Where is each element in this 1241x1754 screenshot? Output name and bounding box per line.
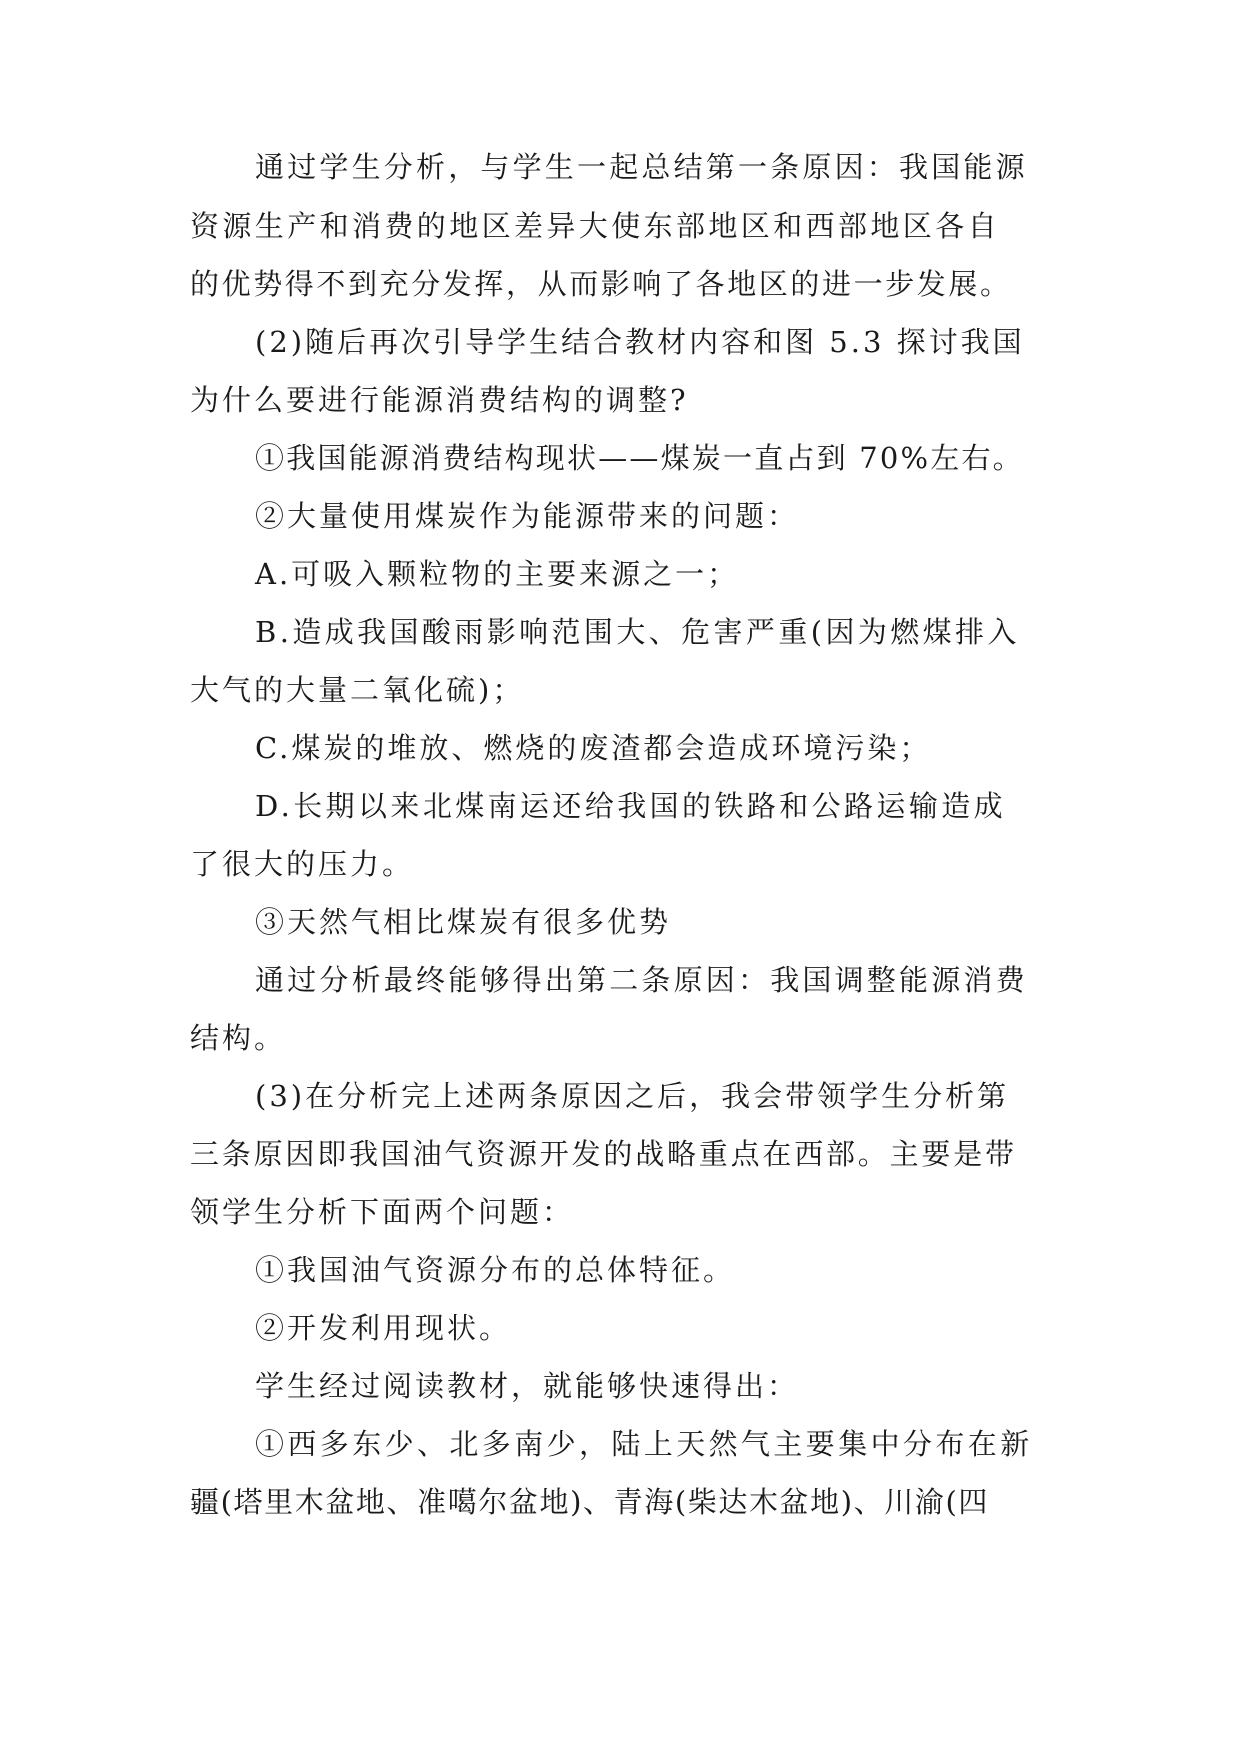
paragraph-line: ①我国能源消费结构现状——煤炭一直占到 70%左右。 <box>255 441 1024 475</box>
paragraph-line: (3)在分析完上述两条原因之后，我会带领学生分析第 <box>255 1079 1010 1113</box>
paragraph-line: ②大量使用煤炭作为能源带来的问题： <box>255 499 800 533</box>
paragraph-line: ②开发利用现状。 <box>255 1311 512 1345</box>
paragraph-line: B.造成我国酸雨影响范围大、危害严重(因为燃煤排入 <box>255 615 1020 649</box>
paragraph-line: 三条原因即我国油气资源开发的战略重点在西部。主要是带 <box>190 1137 1017 1171</box>
paragraph-line: 资源生产和消费的地区差异大使东部地区和西部地区各自 <box>190 209 1001 243</box>
paragraph-line: ①我国油气资源分布的总体特征。 <box>255 1253 736 1287</box>
paragraph-line: 大气的大量二氧化硫)； <box>190 673 525 707</box>
paragraph-line: 学生经过阅读教材，就能够快速得出： <box>255 1369 800 1403</box>
paragraph-line: 为什么要进行能源消费结构的调整? <box>190 383 689 417</box>
paragraph-line: 的优势得不到充分发挥，从而影响了各地区的进一步发展。 <box>190 267 1012 301</box>
paragraph-line: ③天然气相比煤炭有很多优势 <box>255 905 672 939</box>
paragraph-line: 疆(塔里木盆地、准噶尔盆地)、青海(柴达木盆地)、川渝(四 <box>190 1485 989 1519</box>
paragraph-line: A.可吸入颗粒物的主要来源之一； <box>255 557 740 591</box>
paragraph-line: 领学生分析下面两个问题： <box>190 1195 575 1229</box>
paragraph-line: ①西多东少、北多南少，陆上天然气主要集中分布在新 <box>255 1427 1033 1461</box>
paragraph-line: (2)随后再次引导学生结合教材内容和图 5.3 探讨我国 <box>255 325 1025 359</box>
paragraph-line: D.长期以来北煤南运还给我国的铁路和公路运输造成 <box>255 789 1007 823</box>
paragraph-line: 通过学生分析，与学生一起总结第一条原因：我国能源 <box>255 150 1028 184</box>
paragraph-line: C.煤炭的堆放、燃烧的废渣都会造成环境污染； <box>255 731 932 765</box>
paragraph-line: 结构。 <box>190 1021 287 1055</box>
paragraph-line: 了很大的压力。 <box>190 847 415 881</box>
paragraph-line: 通过分析最终能够得出第二条原因：我国调整能源消费 <box>255 963 1028 997</box>
